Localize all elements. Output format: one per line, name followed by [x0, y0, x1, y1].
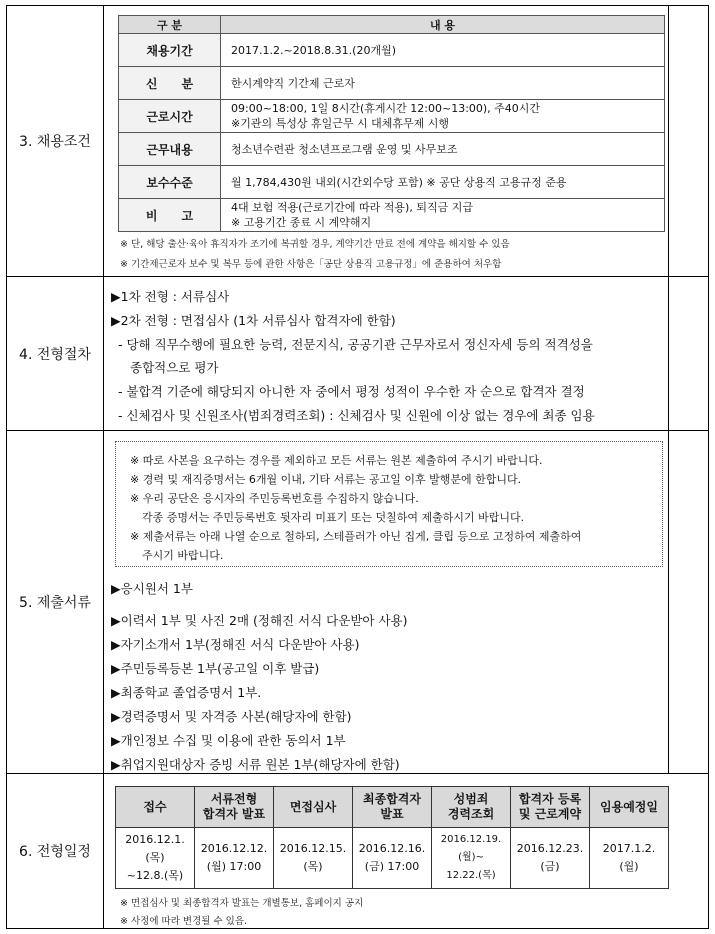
- table-row: [119, 67, 665, 100]
- value-line: 4대 보험 적용(근로기간에 따라 적용), 퇴직금 지급: [231, 201, 473, 214]
- row-key: 채용기간: [119, 34, 221, 67]
- section-label: 6. 전형일정: [7, 774, 104, 928]
- cell-line: (목): [303, 860, 323, 873]
- schedule-body-row: [116, 828, 669, 889]
- row-value: 2017.1.2.~2018.8.31.(20개월): [221, 34, 665, 67]
- header-line: 접수: [143, 799, 167, 814]
- document-item: ▶자기소개서 1부(정해진 서식 다운받아 사용): [111, 637, 360, 652]
- row-value: 월 1,784,430원 내외(시간외수당 포함) ※ 공단 상용직 고용규정 준용: [221, 166, 665, 199]
- cell-line: 2016.12.23.: [516, 842, 584, 855]
- blank-cell: [668, 277, 708, 430]
- table-row: [119, 199, 665, 232]
- schedule-header-cell: [590, 787, 669, 828]
- header-line: 성범죄: [453, 792, 489, 806]
- section-employment-conditions: [7, 6, 708, 277]
- value-line: ※ 고용기간 종료 시 계약해지: [231, 216, 372, 229]
- recruitment-notice-table: [6, 5, 709, 929]
- schedule-header-cell: [116, 787, 195, 828]
- cell-line: 2017.1.2.: [602, 842, 656, 855]
- document-item: ▶경력증명서 및 자격증 사본(해당자에 한함): [111, 709, 352, 724]
- cell-line: (금) 17:00: [364, 860, 420, 873]
- cell-line: (월): [619, 860, 639, 873]
- schedule-cell: [432, 828, 511, 889]
- schedule-header-cell: [195, 787, 274, 828]
- schedule-cell: [353, 828, 432, 889]
- cell-line: 2016.12.16.: [358, 842, 426, 855]
- header-cell: 내 용: [221, 16, 665, 34]
- footnote: ※ 단, 해당 출산·육아 휴직자가 조기에 복귀할 경우, 계약기간 만료 전에 계약을 해지할 수 있음: [120, 239, 510, 250]
- row-key: 비 고: [119, 199, 221, 232]
- notice-line: ※ 경력 및 재직증명서는 6개월 이내, 기타 서류는 공고일 이후 발행분에 한합니다.: [130, 473, 522, 486]
- cell-line: 2016.12.15.: [279, 842, 347, 855]
- header-line: 합격자 발표: [202, 807, 266, 821]
- header-line: 및 근로계약: [518, 807, 582, 821]
- notice-line: 주시기 바랍니다.: [142, 549, 224, 562]
- schedule-header-cell: [353, 787, 432, 828]
- document-item: ▶최종학교 졸업증명서 1부.: [111, 685, 262, 700]
- section-documents: [7, 431, 708, 774]
- cell-line: 2016.12.1.(목): [125, 833, 185, 864]
- section-label: 3. 채용조건: [7, 6, 104, 276]
- process-line: ▶1차 전형 : 서류심사: [111, 289, 230, 304]
- header-line: 최종합격자: [363, 792, 421, 806]
- schedule-table: [115, 786, 669, 889]
- table-header-row: [119, 16, 665, 34]
- header-line: 발표: [380, 807, 404, 821]
- notice-box: [115, 441, 663, 567]
- process-line: ▶2차 전형 : 면접심사 (1차 서류심사 합격자에 한함): [111, 313, 396, 328]
- process-line: - 당해 직무수행에 필요한 능력, 전문지식, 공공기관 근무자로서 정신자세 등의 적격성을: [118, 337, 593, 352]
- document-item: ▶주민등록등본 1부(공고일 이후 발급): [111, 661, 320, 676]
- section-label: 5. 제출서류: [7, 431, 104, 773]
- cell-line: (월) 17:00: [206, 860, 262, 873]
- notice-line: 각종 증명서는 주민등록번호 뒷자리 미표기 또는 덧칠하여 제출하시기 바랍니다.: [142, 511, 525, 524]
- header-line: 경력조회: [447, 807, 495, 821]
- section-label: 4. 전형절차: [7, 277, 104, 430]
- header-cell: 구 분: [119, 16, 221, 34]
- blank-cell: [668, 6, 708, 276]
- header-line: 면접심사: [289, 799, 337, 814]
- value-line: 09:00~18:00, 1일 8시간(휴게시간 12:00~13:00), 주40시간: [231, 102, 541, 115]
- row-key: 근로시간: [119, 100, 221, 133]
- blank-cell: [668, 431, 708, 773]
- document-item: ▶응시원서 1부: [111, 581, 193, 596]
- row-key: 보수수준: [119, 166, 221, 199]
- table-row: [119, 166, 665, 199]
- document-item: ▶개인정보 수집 및 이용에 관한 동의서 1부: [111, 733, 346, 748]
- schedule-header-cell: [511, 787, 590, 828]
- header-line: 임용예정일: [600, 799, 658, 814]
- document-item: ▶이력서 1부 및 사진 2매 (정해진 서식 다운받아 사용): [111, 613, 408, 628]
- cell-line: ~12.8.(목): [126, 869, 184, 882]
- process-line: 종합적으로 평가: [130, 360, 219, 375]
- value-line: ※기관의 특성상 휴일근무 시 대체휴무제 시행: [231, 117, 449, 130]
- schedule-header-cell: [432, 787, 511, 828]
- schedule-header-row: [116, 787, 669, 828]
- row-value: 청소년수련관 청소년프로그램 운영 및 사무보조: [221, 133, 665, 166]
- schedule-cell: [195, 828, 274, 889]
- row-key: 신 분: [119, 67, 221, 100]
- table-row: [119, 133, 665, 166]
- schedule-cell: [511, 828, 590, 889]
- cell-line: 2016.12.12.: [200, 842, 268, 855]
- row-value: 한시계약직 기간제 근로자: [221, 67, 665, 100]
- schedule-header-cell: [274, 787, 353, 828]
- table-row: [119, 100, 665, 133]
- notice-line: ※ 우리 공단은 응시자의 주민등록번호를 수집하지 않습니다.: [130, 492, 419, 505]
- notice-line: ※ 제출서류는 아래 나열 순으로 철하되, 스테플러가 아닌 집게, 클립 등으로 고정하여 제출하여: [130, 530, 582, 543]
- table-row: [119, 34, 665, 67]
- section-selection-process: [7, 277, 708, 431]
- cell-line: 12.22.(목): [446, 870, 496, 881]
- schedule-cell: [116, 828, 195, 889]
- schedule-cell: [590, 828, 669, 889]
- header-line: 서류전형: [210, 792, 258, 806]
- schedule-cell: [274, 828, 353, 889]
- footnote: ※ 사정에 따라 변경될 수 있음.: [120, 916, 248, 927]
- notice-line: ※ 따로 사본을 요구하는 경우를 제외하고 모든 서류는 원본 제출하여 주시기 바랍니다.: [130, 454, 543, 467]
- cell-line: (금): [540, 860, 560, 873]
- process-line: - 불합격 기준에 해당되지 아니한 자 중에서 평정 성적이 우수한 자 순으로 합격자 결정: [118, 384, 585, 399]
- section-schedule: [7, 774, 708, 928]
- header-line: 합격자 등록: [518, 792, 582, 806]
- row-value: [221, 199, 665, 232]
- row-value: [221, 100, 665, 133]
- footnote: ※ 기간제근로자 보수 및 복무 등에 관한 사항은「공단 상용직 고용규정」에 준용하여 처우함: [120, 259, 502, 270]
- cell-line: 2016.12.19.(월)~: [440, 834, 502, 863]
- process-line: - 신체검사 및 신원조사(범죄경력조회) : 신체검사 및 신원에 이상 없는 경우에 최종 임용: [118, 408, 595, 423]
- row-key: 근무내용: [119, 133, 221, 166]
- conditions-table: [118, 15, 665, 232]
- footnote: ※ 면접심사 및 최종합격자 발표는 개별통보, 홈페이지 공지: [120, 898, 364, 909]
- document-item: ▶취업지원대상자 증빙 서류 원본 1부(해당자에 한함): [111, 757, 400, 772]
